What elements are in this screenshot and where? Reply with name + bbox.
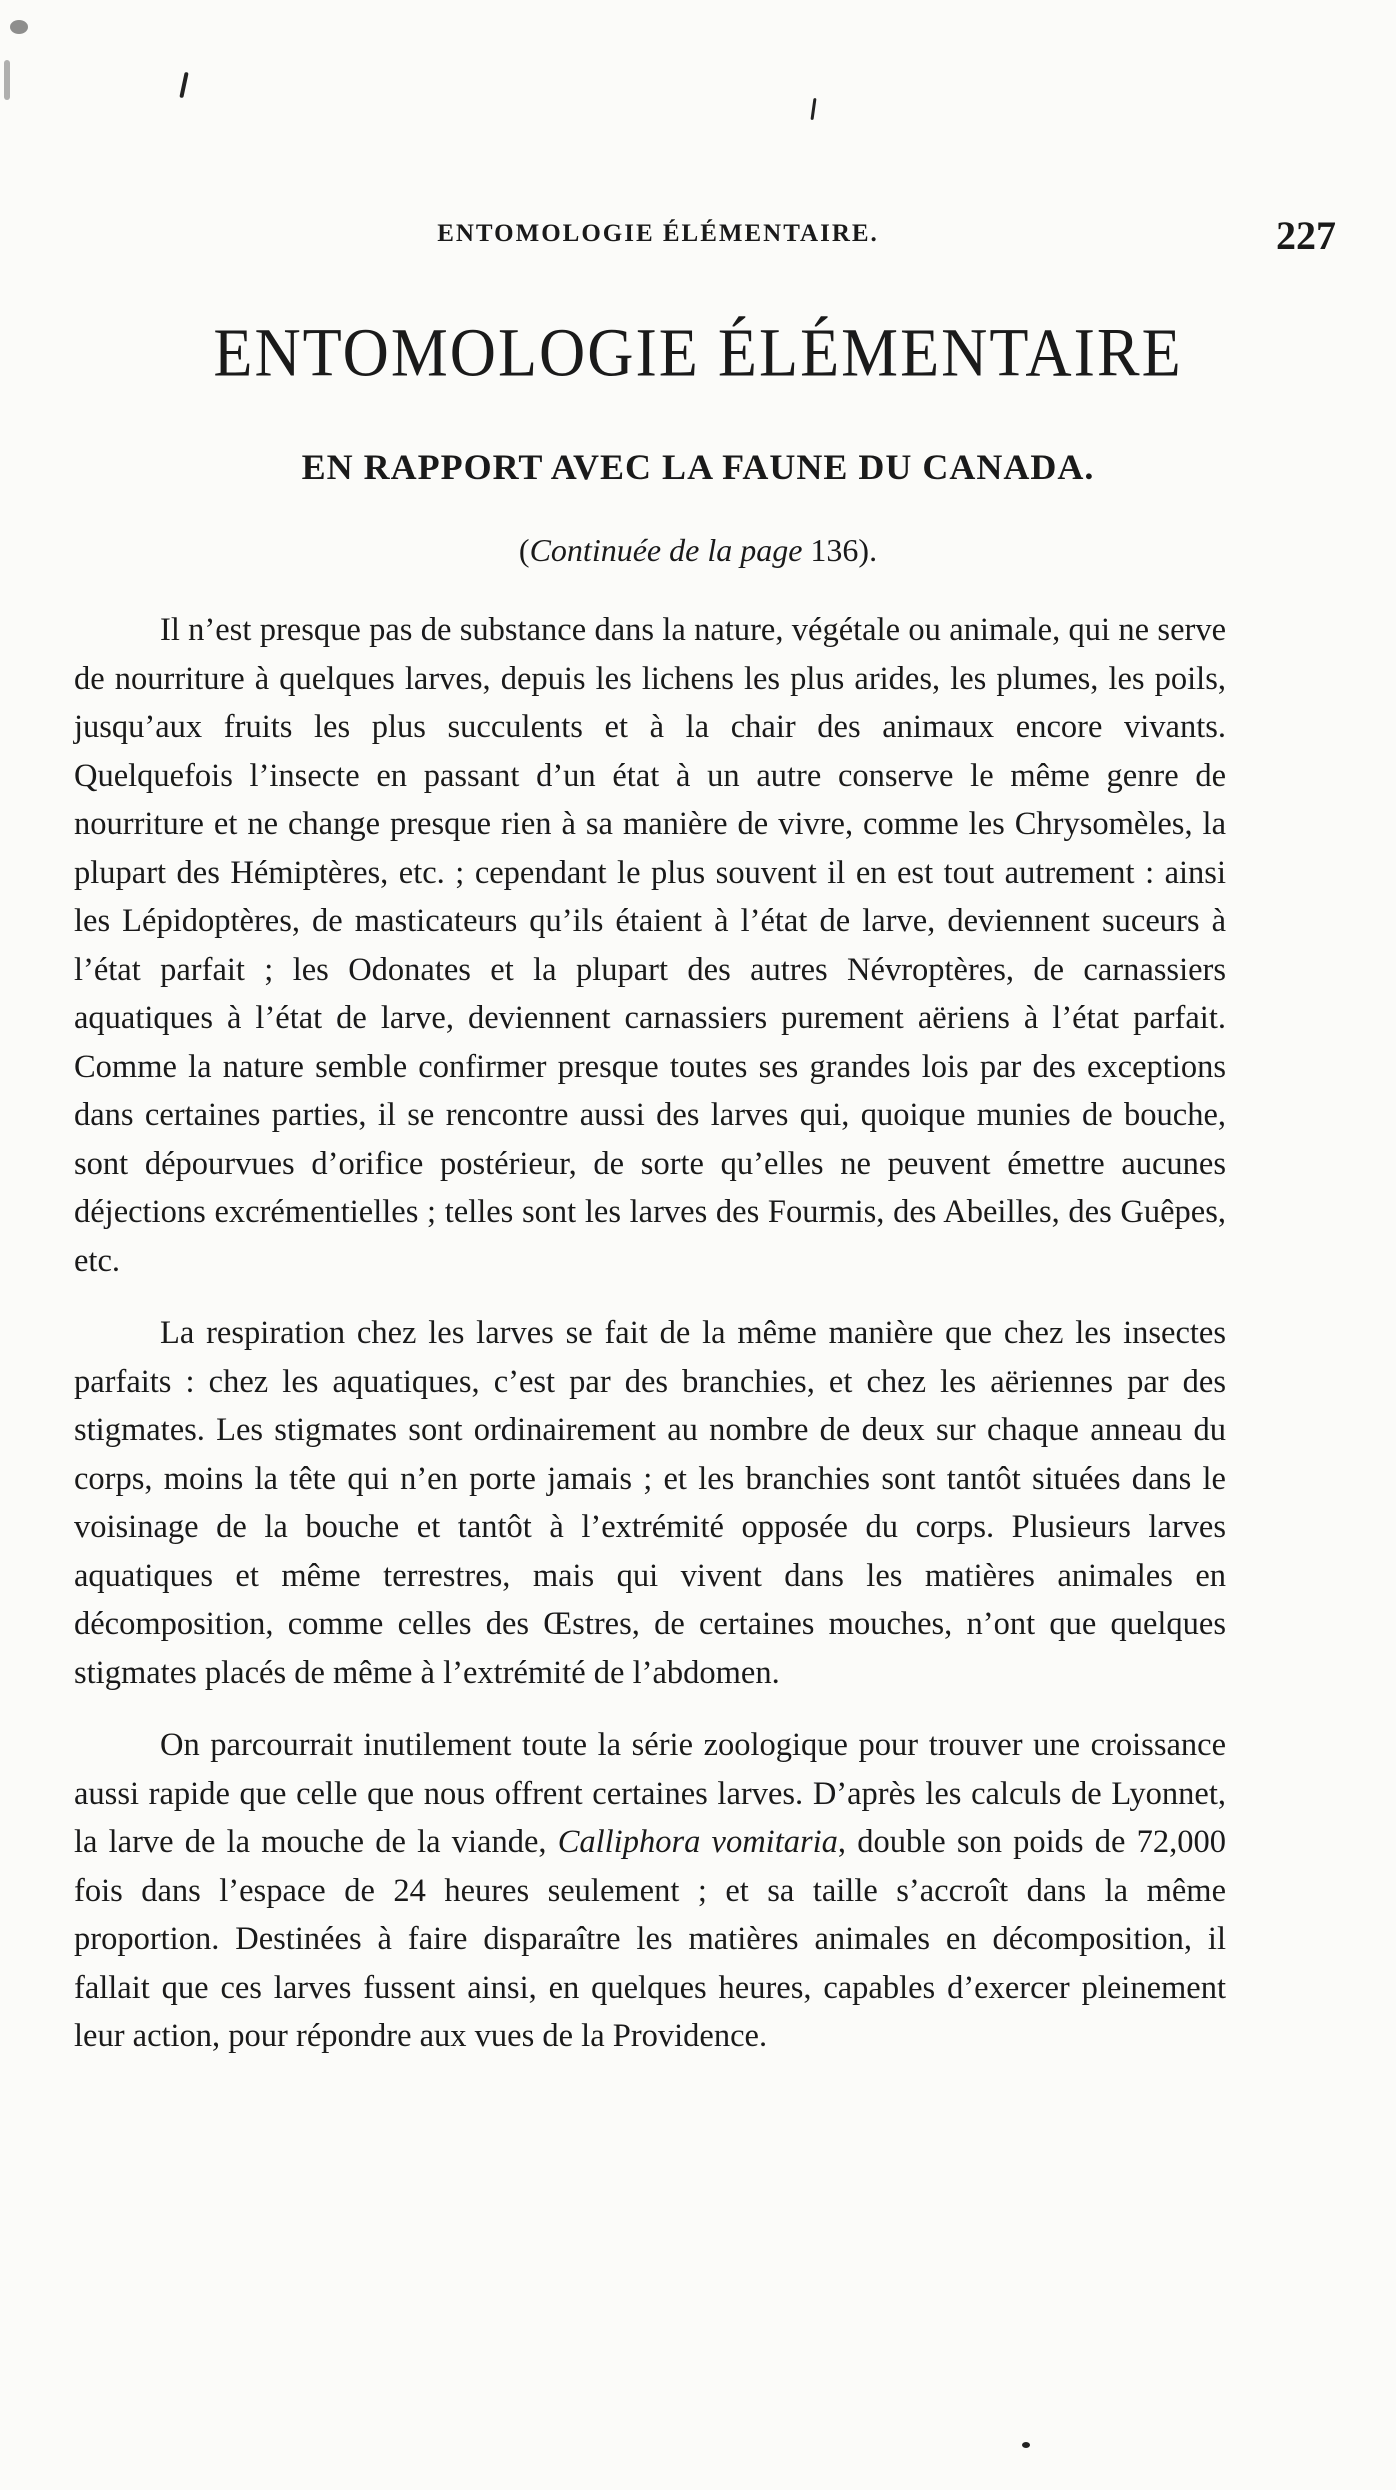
article-body	[74, 606, 1226, 2085]
continuation-page: 136).	[802, 532, 878, 568]
running-header	[70, 212, 1336, 272]
paragraph-3-text: On parcourrait inutilement toute la série zoologique pour trouver une croissance aussi rapide que celle que nous offrent certaines larves. D’après les calculs de Lyonnet, la larve de la mouche de la viande,	[74, 1727, 1226, 1860]
continuation-open: (	[518, 532, 530, 568]
scan-speck	[179, 72, 188, 98]
paragraph-3-continued: , double son poids de 72,000 fois dans l’espace de 24 heures seulement ; et sa taille s’accroît dans la même proportion. Destinées à faire disparaître les matières animales en décomposition, il fallait que ces larves fussent ainsi, en quelques heures, capables d’exercer pleinement leur action, pour répondre aux vues de la Providence.	[74, 1824, 1226, 2054]
paragraph-3	[74, 1721, 1226, 2061]
continuation-note	[0, 532, 1396, 569]
scan-speck	[4, 60, 10, 100]
species-name: Calliphora vomitaria	[557, 1824, 838, 1860]
scan-speck	[810, 98, 816, 120]
scan-speck	[1022, 2442, 1030, 2448]
running-title: ENTOMOLOGIE ÉLÉMENTAIRE.	[437, 220, 879, 247]
continuation-italic: Continuée de la page	[529, 532, 803, 568]
scan-speck	[10, 20, 28, 34]
article-title: ENTOMOLOGIE ÉLÉMENTAIRE	[213, 314, 1183, 391]
article-subtitle: EN RAPPORT AVEC LA FAUNE DU CANADA.	[301, 447, 1095, 487]
page-number: 227	[1276, 213, 1336, 258]
paragraph-1: Il n’est presque pas de substance dans la nature, végétale ou animale, qui ne serve de nourriture à quelques larves, depuis les lichens les plus arides, les plumes, les poils, jusqu’aux fruits les plus succulents et à la chair des animaux encore vivants. Quelquefois l’insecte en passant d’un état à un autre conserve le même genre de nourriture et ne change presque rien à sa manière de vivre, comme les Chrysomèles, la plupart des Hémiptères, etc. ; cependant le plus souvent il en est tout autrement : ainsi les Lépidoptères, de masticateurs qu’ils étaient à l’état de larve, deviennent suceurs à l’état parfait ; les Odonates et la plupart des autres Névroptères, de carnassiers aquatiques à l’état de larve, deviennent carnassiers purement aëriens à l’état parfait. Comme la nature semble confirmer presque toutes ses grandes lois par des exceptions dans certaines parties, il se rencontre aussi des larves qui, quoique munies de bouche, sont dépourvues d’orifice postérieur, de sorte qu’elles ne peuvent émettre aucunes déjections excrémentielles ; telles sont les larves des Fourmis, des Abeilles, des Guêpes, etc.	[74, 612, 1226, 1279]
paragraph-2: La respiration chez les larves se fait de la même manière que chez les insectes parfaits : chez les aquatiques, c’est par des branchies, et chez les aëriennes par des stigmates. Les stigmates sont ordinairement au nombre de deux sur chaque anneau du corps, moins la tête qui n’en porte jamais ; et les branchies sont tantôt situées dans le voisinage de la bouche et tantôt à l’extrémité opposée du corps. Plusieurs larves aquatiques et même terrestres, mais qui vivent dans les matières animales en décomposition, comme celles des Œstres, de certaines mouches, n’ont que quelques stigmates placés de même à l’extrémité de l’abdomen.	[74, 1315, 1226, 1691]
